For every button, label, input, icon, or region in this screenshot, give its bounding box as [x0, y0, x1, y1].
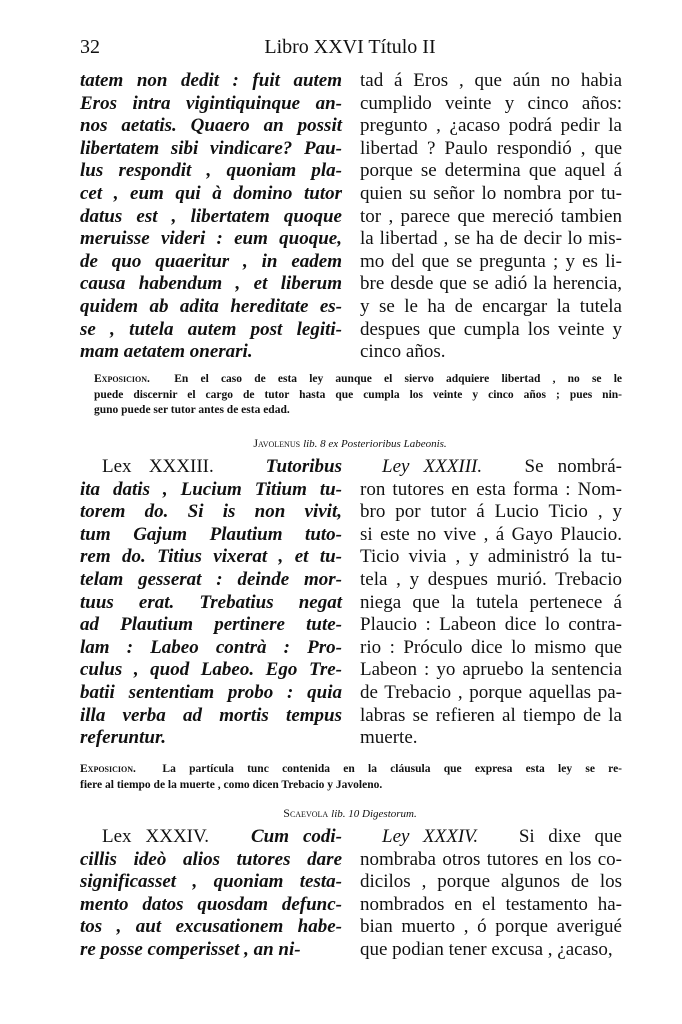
spanish-line: libertad ? Paulo respondió , que — [360, 137, 622, 159]
latin-line: de quo quaeritur , in eadem — [80, 250, 342, 272]
source-author: Javolenus — [253, 436, 301, 450]
spanish-line: cumplido veinte y cinco años: — [360, 92, 622, 114]
spanish-line: la libertad , se ha de decir lo mis- — [360, 228, 622, 250]
latin-line: illa verba ad mortis tempus — [80, 704, 342, 726]
spanish-line: quien su señor lo nombra por tu- — [360, 182, 622, 204]
spanish-column-3 — [360, 826, 622, 962]
exposicion-line — [80, 762, 622, 778]
spanish-line: ron tutores en esta forma : Nom- — [360, 478, 622, 500]
spanish-line: dicilos , porque algunos de los — [360, 871, 622, 893]
latin-line: tatem non dedit : fuit autem — [80, 70, 342, 91]
spanish-line: bro por tutor á Lucio Ticio , y — [360, 501, 622, 523]
latin-line: referuntur. — [80, 727, 167, 749]
spanish-line: tela , y despues murió. Trebacio — [360, 568, 622, 590]
heading-line — [360, 826, 622, 849]
exposicion-1 — [94, 372, 622, 419]
law-number-label: Lex XXXIII. — [102, 456, 214, 477]
exposicion-text: La partícula tunc contenida en la cláusula que expresa esta ley se re- — [162, 763, 623, 775]
spanish-line: y se le ha de encargar la tutela — [360, 295, 622, 317]
latin-line: lus respondit , quoniam pla- — [80, 160, 342, 182]
heading-text: Tutoribus — [265, 456, 343, 477]
spanish-line: niega que la tutela pertenece á — [360, 591, 622, 613]
latin-line: cillis ideò alios tutores dare — [80, 848, 342, 870]
latin-line: se , tutela autem post legiti- — [80, 318, 342, 340]
latin-line: causa habendum , et liberum — [80, 273, 342, 295]
page-header — [80, 36, 620, 62]
latin-line: tos , aut excusationem habe- — [80, 916, 342, 938]
latin-line: ad Plautium pertinere tute- — [80, 614, 342, 636]
heading-text: Se nombrá- — [524, 456, 623, 477]
latin-line: libertatem sibi vindicare? Pau- — [80, 137, 342, 159]
exposicion-label: Exposicion. — [94, 373, 150, 385]
law-number-label: Lex XXXIV. — [102, 826, 210, 847]
latin-line: lam : Labeo contrà : Pro- — [80, 636, 342, 658]
latin-line: re posse comperisset , an ni- — [80, 938, 301, 960]
latin-line: culus , quod Labeo. Ego Tre- — [80, 659, 342, 681]
spanish-line: despues que cumpla los veinte y — [360, 318, 622, 340]
exposicion-line: guno puede ser tutor antes de esta edad. — [94, 404, 290, 416]
spanish-line: labras se refieren al tiempo de la — [360, 704, 622, 726]
latin-column-2 — [80, 456, 342, 750]
source-citation-2 — [80, 436, 620, 451]
heading-text: Cum codi- — [250, 826, 343, 847]
exposicion-line: puede discernir el cargo de tutor hasta que cumpla los veinte y cinco años ; pues nin- — [94, 388, 622, 401]
latin-line: tuus erat. Trebatius negat — [80, 591, 342, 613]
heading-text: Si dixe que — [518, 826, 622, 847]
latin-line: mento datos quosdam defunc- — [80, 893, 342, 915]
exposicion-2 — [80, 762, 622, 793]
spanish-line: tor , parece que mereció tambien — [360, 205, 622, 227]
spanish-line: bre desde que se adió la herencia, — [360, 273, 622, 295]
spanish-line: mo del que se pregunta ; y es li- — [360, 250, 622, 272]
latin-line: rem do. Titius vixerat , et tu- — [80, 546, 342, 568]
spanish-line: bian muerto , ó porque averigué — [360, 916, 622, 938]
latin-line: nos aetatis. Quaero an possit — [80, 115, 342, 137]
latin-line: Eros intra vigintiquinque an- — [80, 92, 342, 114]
spanish-line: Ticio vivia , y administró la tu- — [360, 546, 622, 568]
spanish-line: porque se determina que aquel á — [360, 160, 622, 182]
latin-column-1 — [80, 70, 342, 364]
exposicion-text: En el caso de esta ley aunque el siervo adquiere libertad , no se le — [174, 373, 622, 385]
source-reference: lib. 8 ex Posterioribus Labeonis. — [303, 438, 447, 450]
page-number: 32 — [80, 36, 100, 58]
heading-line — [80, 826, 342, 849]
spanish-line: rio : Próculo dice lo mismo que — [360, 636, 622, 658]
spanish-line: cinco años. — [360, 341, 446, 363]
latin-line: torem do. Si is non vivit, — [80, 501, 342, 523]
spanish-column-2 — [360, 456, 622, 750]
latin-line: quidem ab adita hereditate es- — [80, 295, 342, 317]
heading-line — [80, 456, 342, 479]
source-author: Scaevola — [283, 806, 329, 820]
latin-line: datus est , libertatem quoque — [80, 205, 342, 227]
spanish-column-1 — [360, 70, 622, 364]
latin-line: ita datis , Lucium Titium tu- — [80, 478, 342, 500]
latin-line: meruisse videri : eum quoque, — [80, 228, 342, 250]
exposicion-line: fiere al tiempo de la muerte , como dicen Trebacio y Javoleno. — [80, 778, 383, 791]
spanish-line: si este no vive , á Gayo Plaucio. — [360, 523, 622, 545]
latin-line: telam gesserat : deinde mor- — [80, 568, 342, 590]
running-title: Libro XXVI Título II — [264, 36, 436, 58]
exposicion-label: Exposicion. — [80, 763, 136, 775]
spanish-line: pregunto , ¿acaso podrá pedir la — [360, 115, 622, 137]
spanish-line: tad á Eros , que aún no habia — [360, 70, 622, 91]
latin-line: batii sententiam probo : quia — [80, 681, 342, 703]
spanish-line: Labeon : yo apruebo la sentencia — [360, 659, 622, 681]
law-number-label: Ley XXXIII. — [382, 456, 483, 477]
spanish-line: que podian tener excusa , ¿acaso, — [360, 938, 613, 960]
spanish-line: nombraba otros tutores en los co- — [360, 848, 622, 870]
spanish-line: de Trebacio , porque aquellas pa- — [360, 681, 622, 703]
heading-line — [360, 456, 622, 479]
source-reference: lib. 10 Digestorum. — [331, 808, 417, 820]
source-citation-3 — [80, 806, 620, 821]
spanish-line: muerte. — [360, 727, 418, 749]
exposicion-line — [94, 372, 622, 388]
latin-line: cet , eum qui à domino tutor — [80, 182, 342, 204]
latin-column-3 — [80, 826, 342, 962]
spanish-line: nombrados en el testamento ha- — [360, 893, 622, 915]
latin-line: significasset , quoniam testa- — [80, 871, 342, 893]
latin-line: tum Gajum Plautium tuto- — [80, 523, 342, 545]
spanish-line: Plaucio : Labeon dice lo contra- — [360, 614, 622, 636]
law-number-label: Ley XXXIV. — [382, 826, 479, 847]
latin-line: mam aetatem onerari. — [80, 341, 253, 363]
